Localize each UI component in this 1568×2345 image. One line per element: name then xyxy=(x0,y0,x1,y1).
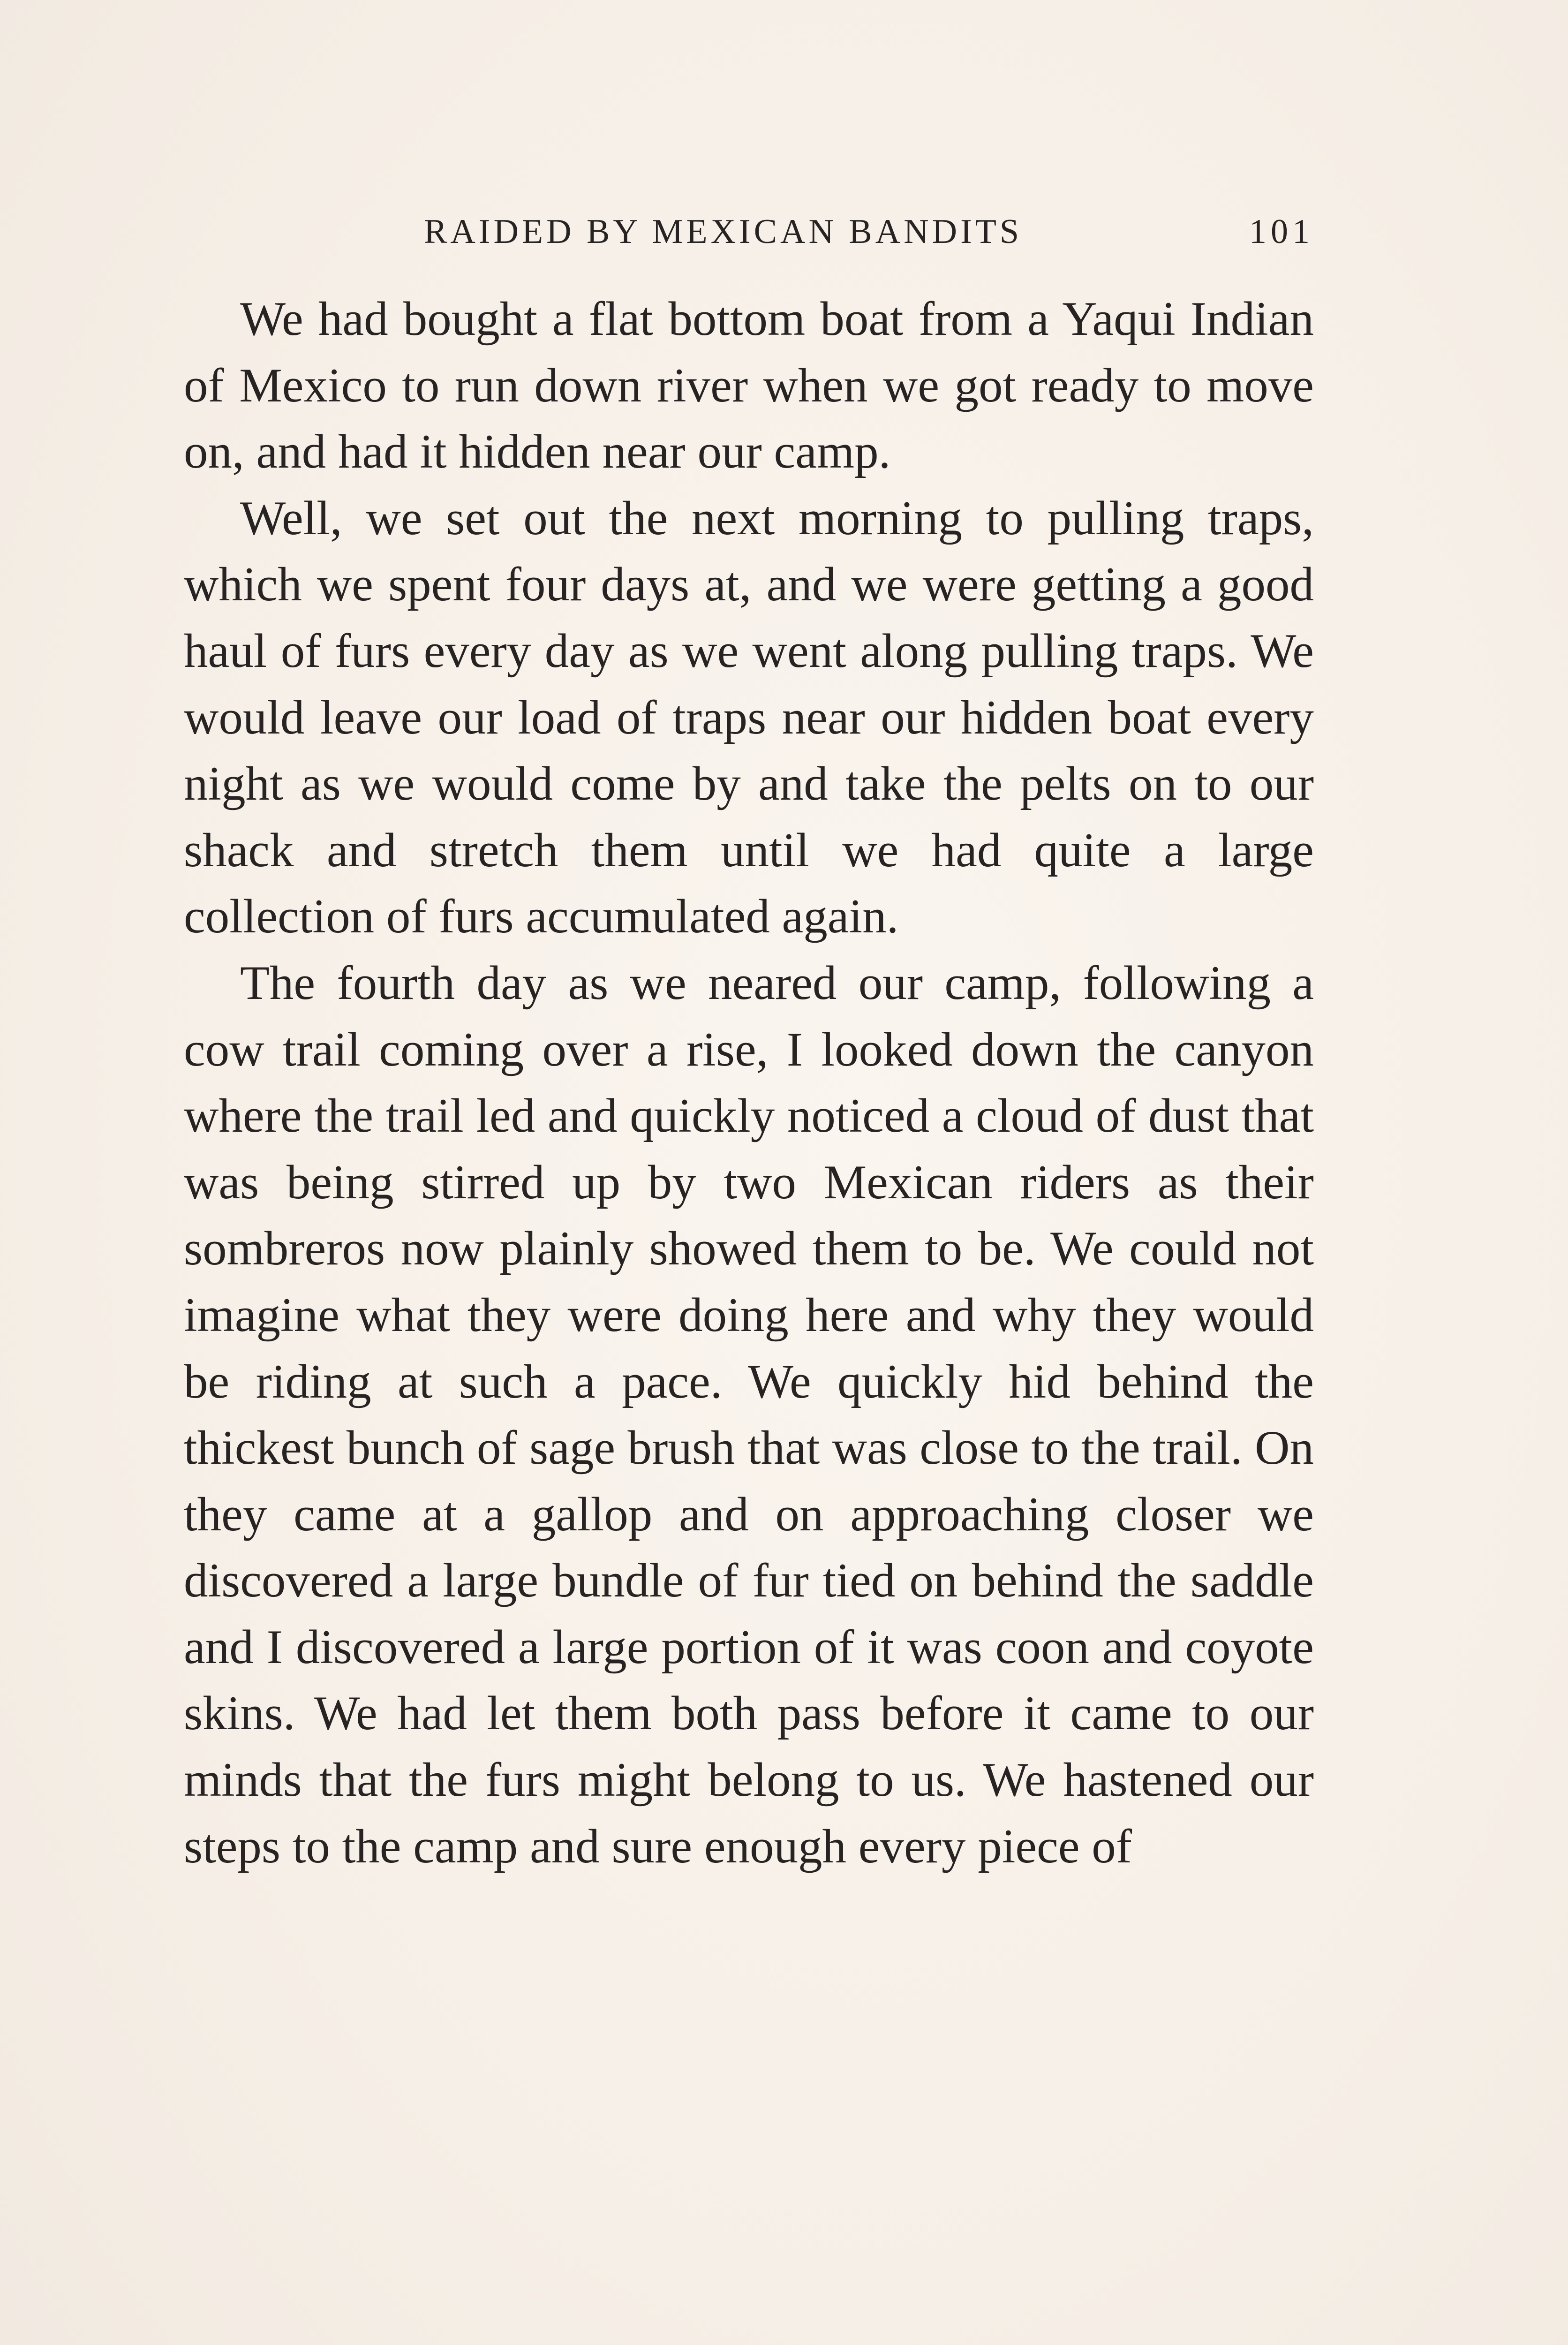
paragraph-2: Well, we set out the next morning to pulling traps, which we spent four days at, and we were getting a good haul of furs every day as we went along pulling traps. We would leave our load of traps near our hidden boat every night as we would come by and take the pelts on to our shack and stretch them until we had quite a large collection of furs accumulated again. xyxy=(184,491,1314,944)
running-header xyxy=(184,212,1314,259)
page-number: 101 xyxy=(1249,212,1314,251)
running-title: RAIDED BY MEXICAN BANDITS xyxy=(424,212,1023,251)
body-text xyxy=(184,286,1314,1880)
paragraph-3: The fourth day as we neared our camp, following a cow trail coming over a rise, I looked down the canyon where the trail led and quickly noticed a cloud of dust that was being stirred up by two Mexican riders as their sombreros now plainly showed them to be. We could not imagine what they were doing here and why they would be riding at such a pace. We quickly hid behind the thickest bunch of sage brush that was close to the trail. On they came at a gallop and on approaching closer we discovered a large bundle of fur tied on behind the saddle and I discovered a large portion of it was coon and coyote skins. We had let them both pass before it came to our minds that the furs might belong to us. We hastened our steps to the camp and sure enough every piece of xyxy=(184,956,1314,1873)
paragraph-1: We had bought a flat bottom boat from a Yaqui Indian of Mexico to run down river when we got ready to move on, and had it hidden near our camp. xyxy=(184,292,1314,479)
